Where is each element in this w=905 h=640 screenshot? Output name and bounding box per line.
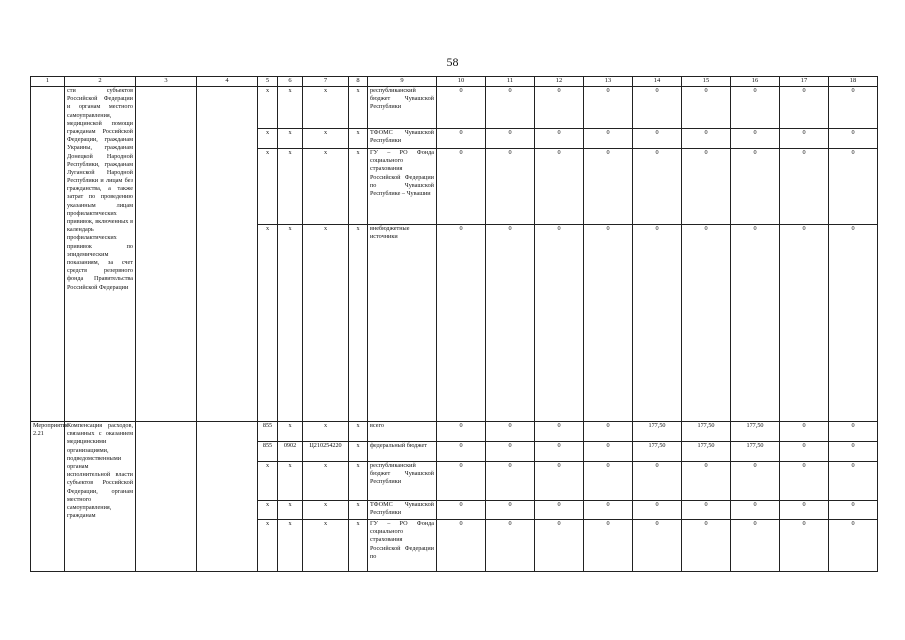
header-row xyxy=(31,77,878,87)
year-value-cell: 0 xyxy=(535,225,584,422)
year-value-cell: 0 xyxy=(731,87,780,129)
header-cell: 10 xyxy=(437,77,486,87)
year-value-cell: 0 xyxy=(682,462,731,501)
section-cell: х xyxy=(278,225,303,422)
year-value-cell: 0 xyxy=(486,129,535,149)
target-article-cell: х xyxy=(303,501,349,520)
target-article-cell: х xyxy=(303,87,349,129)
year-value-cell: 0 xyxy=(633,129,682,149)
expense-group-cell: х xyxy=(349,501,368,520)
funding-source-cell: ТФОМС Чувашской Республики xyxy=(368,501,437,520)
header-cell: 8 xyxy=(349,77,368,87)
year-value-cell: 0 xyxy=(780,225,829,422)
grbs-cell: х xyxy=(258,149,278,225)
year-value-cell: 0 xyxy=(535,520,584,572)
year-value-cell: 0 xyxy=(437,442,486,462)
grbs-cell: х xyxy=(258,501,278,520)
year-value-cell: 0 xyxy=(437,87,486,129)
funding-source-cell: всего xyxy=(368,422,437,442)
year-value-cell: 177,50 xyxy=(633,422,682,442)
year-value-cell: 0 xyxy=(731,462,780,501)
grbs-cell: х xyxy=(258,129,278,149)
header-cell: 11 xyxy=(486,77,535,87)
year-value-cell: 0 xyxy=(437,422,486,442)
year-value-cell: 0 xyxy=(437,501,486,520)
funding-source-cell: федеральный бюджет xyxy=(368,442,437,462)
table-row xyxy=(31,422,878,442)
year-value-cell: 0 xyxy=(829,501,878,520)
year-value-cell: 0 xyxy=(486,442,535,462)
year-value-cell: 0 xyxy=(437,520,486,572)
year-value-cell: 0 xyxy=(682,225,731,422)
event-description-cell: Компенсация расходов, связанных с оказанием медицинскими организациями, подведомственными органам исполнительной власти субъектов Российской Федерации, органам местного самоуправления, гражданам xyxy=(65,422,136,572)
year-value-cell: 0 xyxy=(633,520,682,572)
year-value-cell: 0 xyxy=(584,501,633,520)
section-cell: х xyxy=(278,87,303,129)
expense-group-cell: х xyxy=(349,462,368,501)
year-value-cell: 0 xyxy=(731,129,780,149)
year-value-cell: 0 xyxy=(829,87,878,129)
year-value-cell: 0 xyxy=(633,501,682,520)
year-value-cell: 177,50 xyxy=(633,442,682,462)
event-description-cell: сти субъектов Российской Федерации и органам местного самоуправления, медицинской помощи гражданам Российской Федерации, гражданам Украины, гражданам Донецкой Народной Республики, гражданам Луганской Народной Республики и лицам без гражданства, а также затрат по проведению указанным лицам профилактических прививок, включенных в календарь профилактических прививок по эпидемическим показаниям, за счет средств резервного фонда Правительства Российской Федерации xyxy=(65,87,136,422)
year-value-cell: 0 xyxy=(535,501,584,520)
year-value-cell: 0 xyxy=(584,129,633,149)
year-value-cell: 0 xyxy=(682,149,731,225)
year-value-cell: 177,50 xyxy=(682,422,731,442)
year-value-cell: 0 xyxy=(780,422,829,442)
year-value-cell: 0 xyxy=(584,87,633,129)
header-cell: 13 xyxy=(584,77,633,87)
header-cell: 16 xyxy=(731,77,780,87)
target-article-cell: х xyxy=(303,129,349,149)
header-cell: 5 xyxy=(258,77,278,87)
page-number: 58 xyxy=(446,55,459,69)
target-article-cell: х xyxy=(303,149,349,225)
executor-cell xyxy=(136,87,197,422)
year-value-cell: 0 xyxy=(682,501,731,520)
year-value-cell: 0 xyxy=(486,422,535,442)
year-value-cell: 0 xyxy=(437,129,486,149)
year-value-cell: 0 xyxy=(535,129,584,149)
year-value-cell: 0 xyxy=(633,149,682,225)
header-cell: 4 xyxy=(197,77,258,87)
event-number-cell: Мероприятие 2.21 xyxy=(31,422,65,572)
section-cell: х xyxy=(278,501,303,520)
year-value-cell: 0 xyxy=(584,520,633,572)
header-cell: 17 xyxy=(780,77,829,87)
year-value-cell: 0 xyxy=(584,462,633,501)
year-value-cell: 0 xyxy=(829,520,878,572)
year-value-cell: 0 xyxy=(780,501,829,520)
year-value-cell: 0 xyxy=(486,87,535,129)
year-value-cell: 0 xyxy=(584,225,633,422)
year-value-cell: 0 xyxy=(584,149,633,225)
year-value-cell: 0 xyxy=(780,462,829,501)
year-value-cell: 0 xyxy=(633,225,682,422)
expense-group-cell: х xyxy=(349,149,368,225)
grbs-cell: х xyxy=(258,225,278,422)
funding-source-cell: республиканский бюджет Чувашской Республики xyxy=(368,87,437,129)
year-value-cell: 0 xyxy=(829,129,878,149)
funding-source-cell: ГУ – РО Фонда социального страхования Российской Федерации по xyxy=(368,520,437,572)
year-value-cell: 0 xyxy=(486,149,535,225)
year-value-cell: 0 xyxy=(731,225,780,422)
year-value-cell: 0 xyxy=(486,462,535,501)
year-value-cell: 0 xyxy=(633,87,682,129)
year-value-cell: 0 xyxy=(486,520,535,572)
year-value-cell: 0 xyxy=(829,149,878,225)
funding-source-cell: внебюджетные источники xyxy=(368,225,437,422)
year-value-cell: 0 xyxy=(535,462,584,501)
expense-group-cell: х xyxy=(349,520,368,572)
year-value-cell: 0 xyxy=(829,442,878,462)
header-cell: 2 xyxy=(65,77,136,87)
header-cell: 3 xyxy=(136,77,197,87)
grbs-cell: х xyxy=(258,87,278,129)
year-value-cell: 0 xyxy=(829,462,878,501)
year-value-cell: 0 xyxy=(535,87,584,129)
year-value-cell: 0 xyxy=(584,422,633,442)
executor-cell xyxy=(136,422,197,572)
year-value-cell: 0 xyxy=(535,442,584,462)
expense-group-cell: х xyxy=(349,129,368,149)
year-value-cell: 177,50 xyxy=(731,422,780,442)
year-value-cell: 0 xyxy=(780,520,829,572)
section-cell: х xyxy=(278,129,303,149)
year-value-cell: 0 xyxy=(780,87,829,129)
header-cell: 1 xyxy=(31,77,65,87)
expense-group-cell: х xyxy=(349,225,368,422)
grbs-cell: х xyxy=(258,520,278,572)
year-value-cell: 0 xyxy=(633,462,682,501)
header-cell: 14 xyxy=(633,77,682,87)
year-value-cell: 0 xyxy=(682,87,731,129)
header-cell: 9 xyxy=(368,77,437,87)
event-number-cell xyxy=(31,87,65,422)
year-value-cell: 0 xyxy=(535,422,584,442)
section-cell: х xyxy=(278,520,303,572)
target-article-cell: х xyxy=(303,462,349,501)
budget-table xyxy=(30,76,878,572)
expense-group-cell: х xyxy=(349,422,368,442)
header-cell: 18 xyxy=(829,77,878,87)
year-value-cell: 0 xyxy=(535,149,584,225)
header-cell: 12 xyxy=(535,77,584,87)
year-value-cell: 0 xyxy=(829,225,878,422)
year-value-cell: 0 xyxy=(682,129,731,149)
year-value-cell: 0 xyxy=(780,129,829,149)
year-value-cell: 0 xyxy=(780,442,829,462)
target-article-cell: Ц210254220 xyxy=(303,442,349,462)
section-cell: х xyxy=(278,462,303,501)
year-value-cell: 0 xyxy=(486,501,535,520)
target-indicator-cell xyxy=(197,87,258,422)
grbs-cell: х xyxy=(258,462,278,501)
section-cell: х xyxy=(278,149,303,225)
expense-group-cell: х xyxy=(349,87,368,129)
year-value-cell: 0 xyxy=(437,225,486,422)
funding-source-cell: республиканский бюджет Чувашской Республики xyxy=(368,462,437,501)
section-cell: 0902 xyxy=(278,442,303,462)
year-value-cell: 177,50 xyxy=(682,442,731,462)
header-cell: 6 xyxy=(278,77,303,87)
year-value-cell: 177,50 xyxy=(731,442,780,462)
funding-source-cell: ГУ – РО Фонда социального страхования Российской Федерации по Чувашской Республике – Чувашии xyxy=(368,149,437,225)
target-article-cell: х xyxy=(303,422,349,442)
year-value-cell: 0 xyxy=(437,462,486,501)
year-value-cell: 0 xyxy=(731,501,780,520)
year-value-cell: 0 xyxy=(584,442,633,462)
year-value-cell: 0 xyxy=(829,422,878,442)
funding-source-cell: ТФОМС Чувашской Республики xyxy=(368,129,437,149)
year-value-cell: 0 xyxy=(437,149,486,225)
year-value-cell: 0 xyxy=(731,149,780,225)
year-value-cell: 0 xyxy=(486,225,535,422)
grbs-cell: 855 xyxy=(258,442,278,462)
target-article-cell: х xyxy=(303,520,349,572)
year-value-cell: 0 xyxy=(682,520,731,572)
section-cell: х xyxy=(278,422,303,442)
target-indicator-cell xyxy=(197,422,258,572)
year-value-cell: 0 xyxy=(731,520,780,572)
table-row xyxy=(31,87,878,129)
target-article-cell: х xyxy=(303,225,349,422)
grbs-cell: 855 xyxy=(258,422,278,442)
header-cell: 15 xyxy=(682,77,731,87)
header-cell: 7 xyxy=(303,77,349,87)
year-value-cell: 0 xyxy=(780,149,829,225)
expense-group-cell: х xyxy=(349,442,368,462)
